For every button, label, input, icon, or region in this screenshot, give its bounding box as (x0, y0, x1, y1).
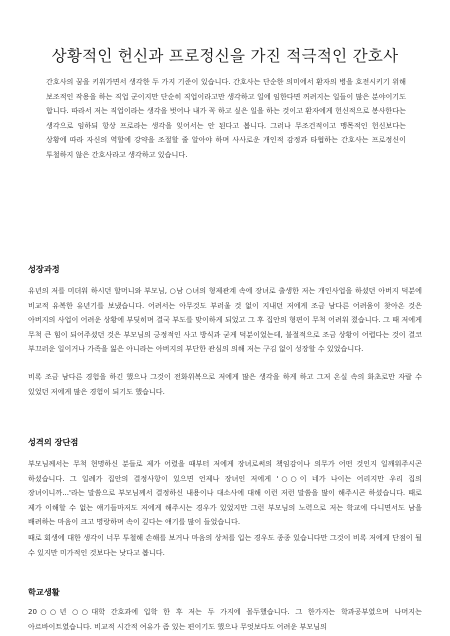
school-life-paragraph-1: 20○○년 ○○대학 간호과에 입학 한 후 저는 두 가지에 몰두했습니다. 그 한가지는 학과공부였으며 나머지는 아르바이트였습니다. 비교적 시간적 여유가 좀 있는 편이기도 했으나 무엇보다도 어려운 부모님의 (28, 607, 422, 631)
growth-paragraph-1: 유년의 저를 미더워 하시던 할머니와 부모님, ○남 ○녀의 형제관계 속에 장녀로 출생한 저는 개인사업을 하셨던 아버지 덕분에 비교적 유복한 유년기를 보냈습니다. 어려서는 아무것도 부러울 것 없이 지내던 저에게 조금 남다른 어려움이 찾아온 것은 아버지의 사업이 어려운 상황에 부딪히며 결국 부도를 맞이하게 되었고 그 후 집안의 형편이 무척 어려워 졌습니다. 그 때 저에게 무척 큰 힘이 되어주셨던 것은 부모님의 긍정적인 사고 방식과 굳게 덕분이었는데, 불절적으로 조금 상황이 어렵다는 것이 결코 부끄러운 일이거나 가족을 잃은 아니라는 아버지의 부단한 관심의 의해 저는 구김 없이 성장할 수 있었습니다. (28, 286, 422, 354)
intro-paragraph: 간호사의 꿈을 키워가면서 생각한 두 가지 기준이 있습니다. 간호사는 단순한 의미에서 환자의 병을 호전시키기 위해 보조적인 작용을 하는 직업 군이지만 단순히 직업이라고만 생각하고 일에 임한다면 꺼려지는 일들이 많은 분야이기도 합니다. 따라서 저는 직업이라는 생각을 벗어나 내가 꼭 하고 싶은 일을 하는 것이고 환자에게 헌신적으로 봉사한다는 생각으로 임하되 항상 프로라는 생각을 잊어서는 안 된다고 봅니다. 그러나 무조건적이고 맹목적인 헌신보다는 상황에 따라 자신의 역할에 강약을 조절할 줄 알아야 하며 사사로운 개인적 감정과 타협하는 간호사는 프로정신이 투철하지 않은 간호사라고 생각하고 있습니다. (46, 77, 406, 159)
document-title: 상황적인 헌신과 프로정신을 가진 적극적인 간호사 (51, 47, 399, 65)
section-heading-school-life: 학교생활 (28, 587, 60, 597)
section-heading-growth: 성장과정 (28, 264, 60, 274)
section-heading-personality: 성격의 장단점 (28, 437, 79, 447)
personality-paragraph-1: 부모님께서는 무척 현명하신 분들로 제가 어렸을 때부터 저에게 장녀로써의 책임감이나 의무가 어떤 것인지 일깨워주시곤 하셨습니다. 그 일례가 집안의 결정사항이 있으면 언제나 장녀인 저에게 '○○이 네가 나이는 어리지만 우리 집의 장녀이니까...'라는 말씀으로 부모님께서 결정하신 내용이나 대소사에 대해 이런 저런 말씀을 많이 해주시곤 하셨습니다. 때로 제가 이해할 수 없는 얘기들마저도 저에게 해주시는 경우가 있었지만 그런 부모님의 노력으로 저는 학교에 다니면서도 남을 배려하는 마음이 크고 명랑하며 속이 깊다는 얘기를 많이 들었습니다. (28, 459, 423, 527)
personality-paragraph-2: 때로 회생에 대한 생각이 너무 투철해 손해를 보거나 마음의 상처를 입는 경우도 종종 있습니다만 그것이 비록 저에게 단점이 될 수 있지만 미가적인 것보다는 낫다고 봅니다. (28, 533, 422, 557)
growth-paragraph-2: 비록 조금 남다른 경험을 하긴 했으나 그것이 전화위복으로 저에게 많은 생각을 하게 하고 그저 온실 속의 화초로만 자랄 수 있었던 저에게 많은 경험이 되기도 했습니다. (28, 372, 422, 396)
